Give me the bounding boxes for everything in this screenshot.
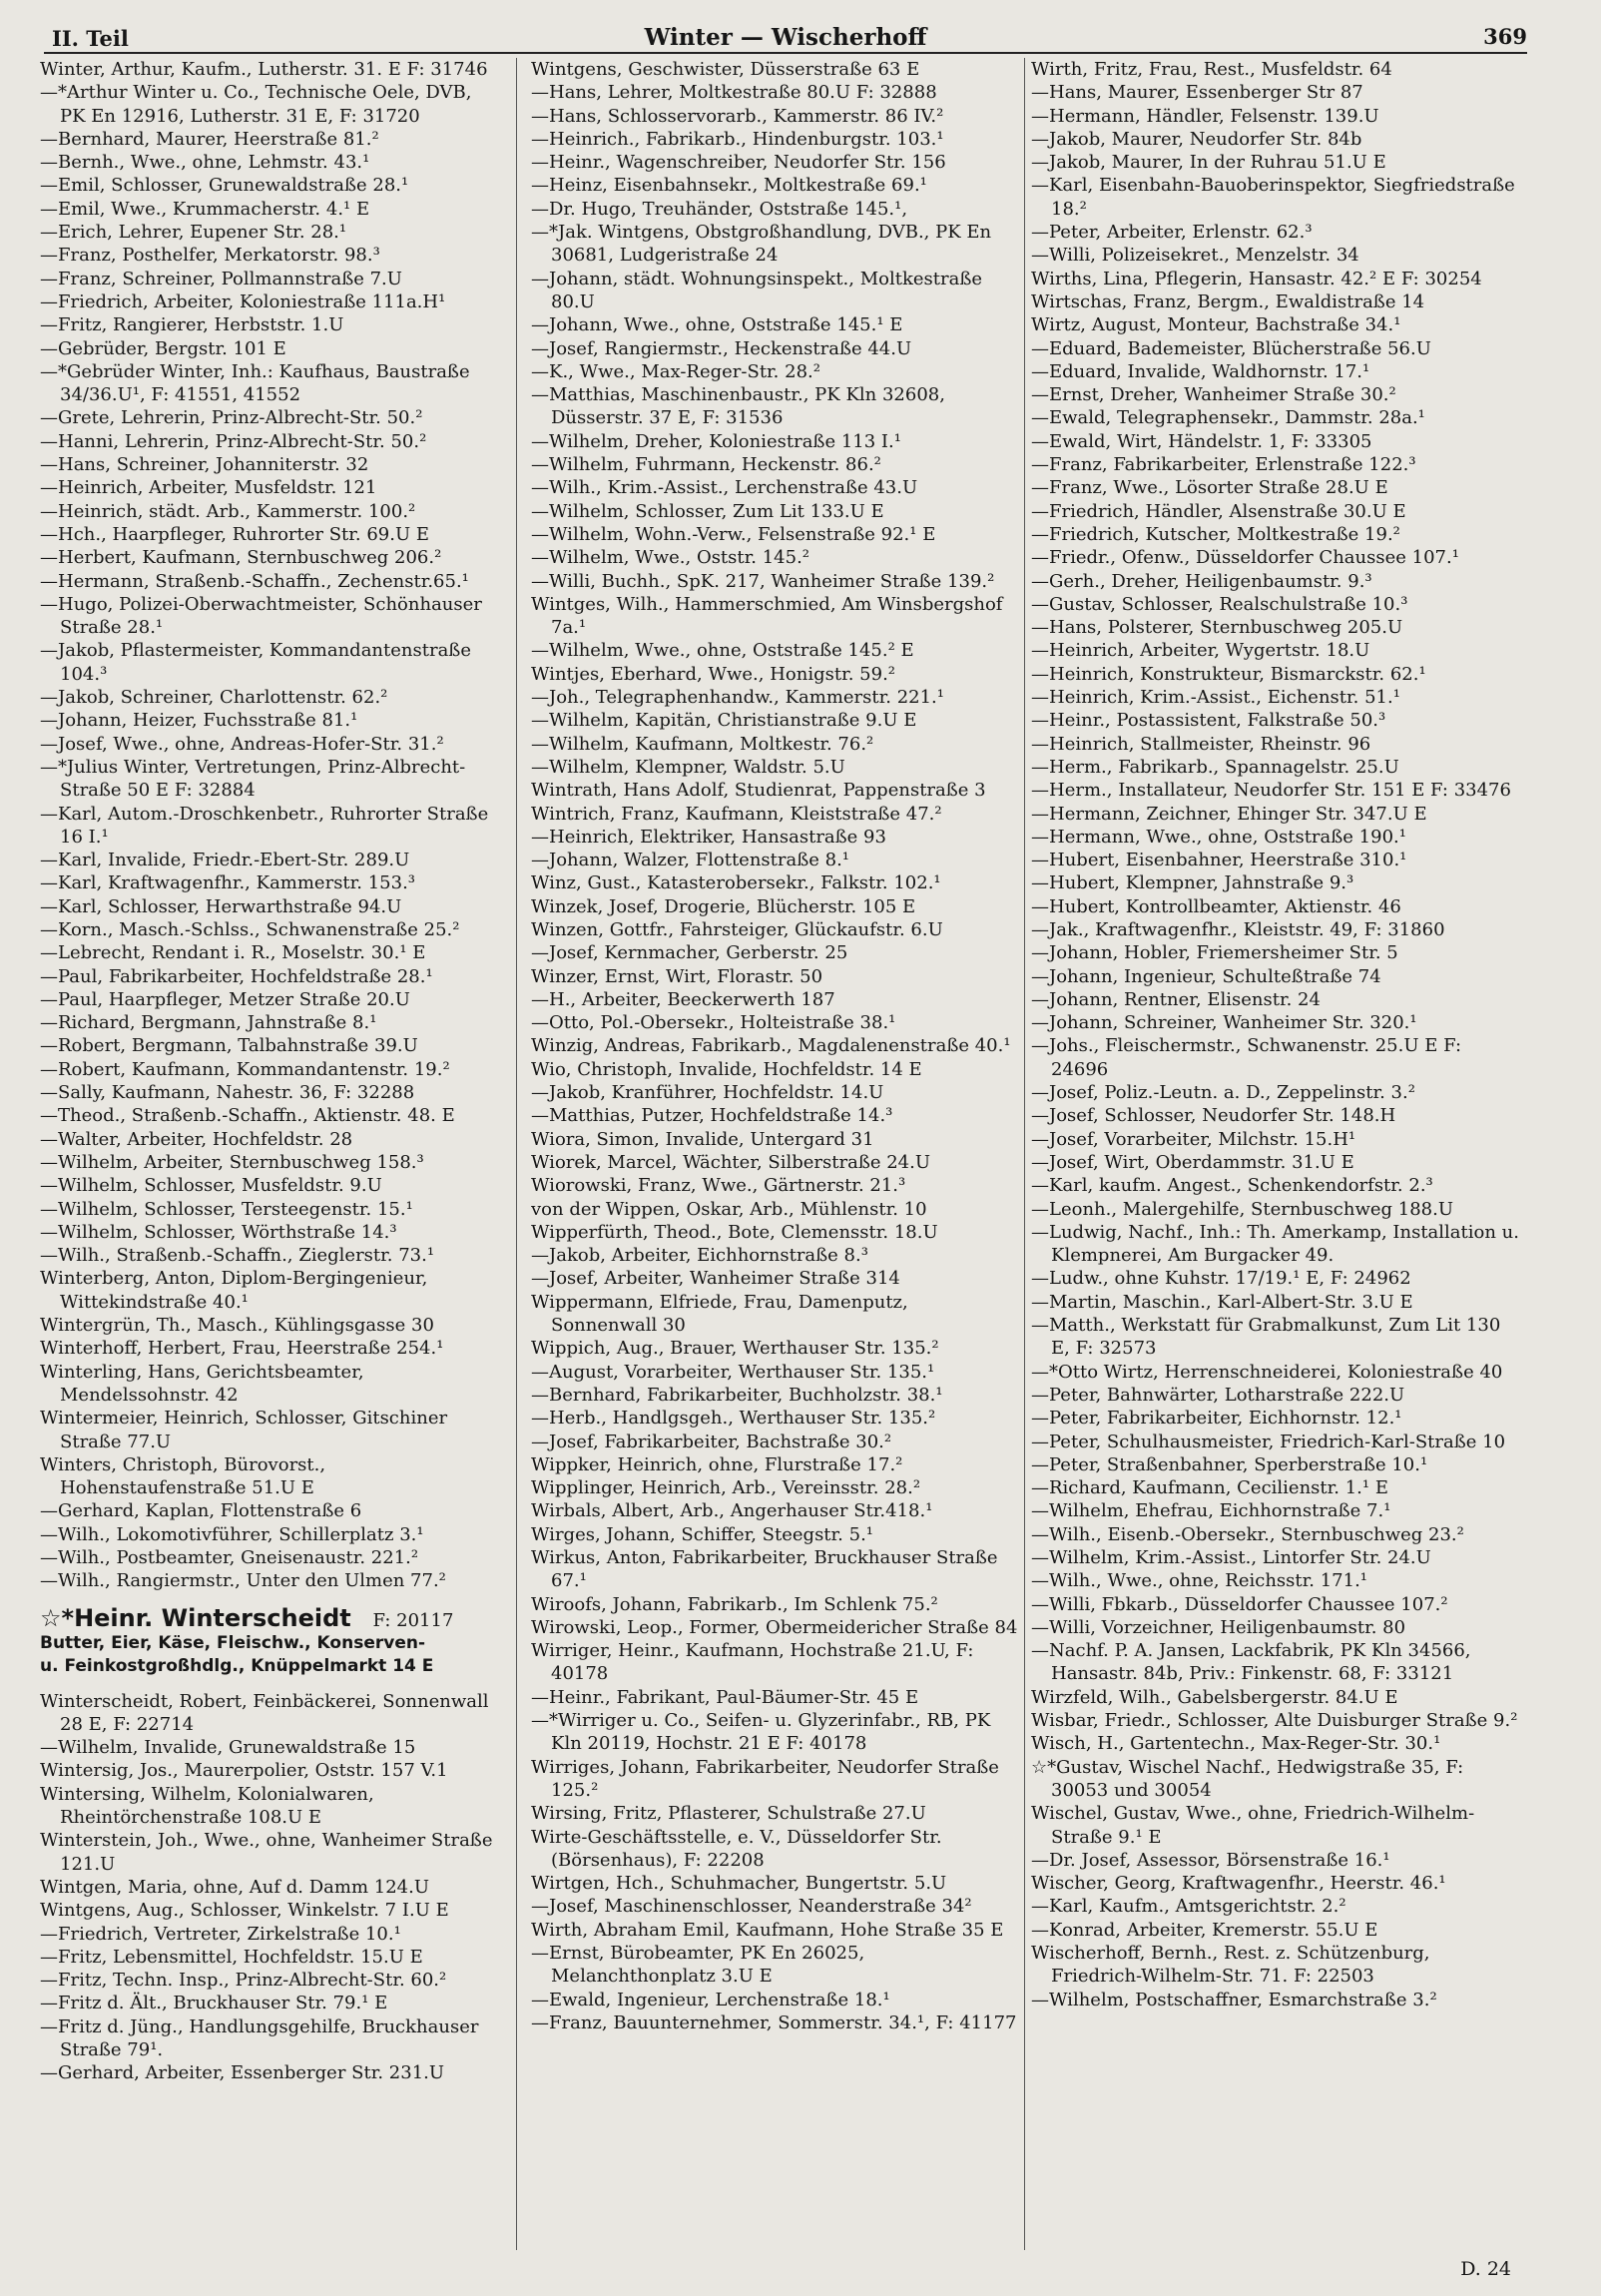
section-label: II. Teil (52, 26, 129, 51)
directory-entry: —Hans, Schreiner, Johanniterstr. 32 (40, 454, 369, 476)
directory-entry: —Eduard, Invalide, Waldhornstr. 17.¹ (1031, 360, 1370, 382)
column-divider (516, 58, 517, 2250)
directory-entry: —Peter, Fabrikarbeiter, Eichhornstr. 12.¹ (1031, 1408, 1402, 1430)
directory-entry: —Gustav, Schlosser, Realschulstraße 10.³ (1031, 593, 1408, 615)
directory-entry: —Paul, Fabrikarbeiter, Hochfeldstraße 28.¹ (40, 965, 433, 987)
directory-entry: Winterberg, Anton, Diplom-Bergingenieur, Wittekindstraße 40.¹ (40, 1268, 428, 1313)
directory-entry: Wischer, Georg, Kraftwagenfhr., Heerstr. 46.¹ (1031, 1873, 1446, 1895)
directory-entry: —Otto, Pol.-Obersekr., Holteistraße 38.¹ (531, 1012, 896, 1034)
directory-entry: —Heinrich, Krim.-Assist., Eichenstr. 51.¹ (1031, 687, 1400, 709)
directory-entry: —Wilhelm, Wwe., Oststr. 145.² (531, 547, 809, 569)
directory-entry: —Josef, Arbeiter, Wanheimer Straße 314 (531, 1268, 900, 1290)
directory-entry: Wirbals, Albert, Arb., Angerhauser Str.418.¹ (531, 1500, 933, 1522)
ad-line: u. Feinkostgroßhdlg., Knüppelmarkt 14 E (40, 1655, 434, 1676)
directory-entry: —Jakob, Maurer, Neudorfer Str. 84b (1031, 128, 1362, 150)
directory-entry: —Willi, Fbkarb., Düsseldorfer Chaussee 107.² (1031, 1593, 1448, 1615)
directory-entry: —Hermann, Händler, Felsenstr. 139.U (1031, 105, 1379, 127)
directory-entry: Winterstein, Joh., Wwe., ohne, Wanheimer Straße 121.U (40, 1830, 493, 1875)
directory-entry: —H., Arbeiter, Beeckerwerth 187 (531, 988, 835, 1010)
directory-entry: —Friedrich, Händler, Alsenstraße 30.U E (1031, 500, 1406, 522)
directory-entry: —Peter, Bahnwärter, Lotharstraße 222.U (1031, 1384, 1405, 1406)
directory-entry: —August, Vorarbeiter, Werthauser Str. 135.¹ (531, 1361, 935, 1383)
directory-entry: —Wilh., Straßenb.-Schaffn., Zieglerstr. 73.¹ (40, 1245, 435, 1267)
directory-entry: —Wilhelm, Krim.-Assist., Lintorfer Str. 24.U (1031, 1547, 1431, 1568)
directory-entry: —Josef, Poliz.-Leutn. a. D., Zeppelinstr. 3.² (1031, 1082, 1415, 1104)
directory-entry: Wiroofs, Johann, Fabrikarb., Im Schlenk 75.² (531, 1593, 938, 1615)
directory-entry: —Wilhelm, Schlosser, Tersteegenstr. 15.¹ (40, 1198, 413, 1220)
directory-entry: —Wilhelm, Schlosser, Wörthstraße 14.³ (40, 1221, 397, 1243)
directory-entry: —Franz, Schreiner, Pollmannstraße 7.U (40, 268, 402, 289)
directory-entry: —*Gebrüder Winter, Inh.: Kaufhaus, Baustraße 34/36.U¹, F: 41551, 41552 (40, 360, 470, 406)
directory-entry: —Hubert, Eisenbahner, Heerstraße 310.¹ (1031, 850, 1407, 871)
directory-entry: —Fritz, Rangierer, Herbststr. 1.U (40, 314, 344, 336)
directory-entry: Wintgens, Aug., Schlosser, Winkelstr. 7 I.U E (40, 1900, 449, 1922)
directory-entry: —Robert, Kaufmann, Kommandantenstr. 19.² (40, 1058, 450, 1080)
directory-entry: —Wilh., Eisenb.-Obersekr., Sternbuschweg 23.² (1031, 1523, 1464, 1545)
directory-entry: Wintges, Wilh., Hammerschmied, Am Winsbergshof 7a.¹ (531, 593, 1003, 639)
directory-entry: —Friedrich, Vertreter, Zirkelstraße 10.¹ (40, 1923, 401, 1945)
directory-entry: Wintersig, Jos., Maurerpolier, Oststr. 157 V.1 (40, 1760, 448, 1782)
ad-company-name: ☆*Heinr. Winterscheidt (40, 1603, 351, 1632)
ad-line: Butter, Eier, Käse, Fleischw., Konserven- (40, 1632, 426, 1653)
directory-entry: —Heinrich, Arbeiter, Wygertstr. 18.U (1031, 640, 1370, 662)
directory-entry: —Josef, Wirt, Oberdammstr. 31.U E (1031, 1151, 1354, 1173)
directory-entry: —Franz, Fabrikarbeiter, Erlenstraße 122.³ (1031, 454, 1416, 476)
directory-entry: —Ludwig, Nachf., Inh.: Th. Amerkamp, Installation u. Klempnerei, Am Burgacker 49. (1031, 1221, 1519, 1267)
directory-entry: Wirtz, August, Monteur, Bachstraße 34.¹ (1031, 314, 1401, 336)
directory-entry: —Nachf. P. A. Jansen, Lackfabrik, PK Kln 34566, Hansastr. 84b, Priv.: Finkenstr. 68, F: 33121 (1031, 1640, 1471, 1685)
directory-entry: —Ewald, Telegraphensekr., Dammstr. 28a.¹ (1031, 407, 1425, 429)
directory-entry: —Johann, Hobler, Friemersheimer Str. 5 (1031, 942, 1398, 964)
directory-entry: Winters, Christoph, Bürovorst., Hohenstaufenstraße 51.U E (40, 1453, 326, 1499)
directory-entry: —Hans, Maurer, Essenberger Str 87 (1031, 82, 1363, 104)
directory-entry: —Hans, Polsterer, Sternbuschweg 205.U (1031, 617, 1403, 639)
directory-entry: —Korn., Masch.-Schlss., Schwanenstraße 25.² (40, 918, 460, 940)
directory-entry: —Jakob, Maurer, In der Ruhrau 51.U E (1031, 152, 1386, 174)
directory-entry: —Martin, Maschin., Karl-Albert-Str. 3.U E (1031, 1291, 1413, 1313)
directory-entry: Wipperfürth, Theod., Bote, Clemensstr. 18.U (531, 1221, 938, 1243)
directory-entry: Wippker, Heinrich, ohne, Flurstraße 17.² (531, 1453, 903, 1475)
directory-entry: —Josef, Wwe., ohne, Andreas-Hofer-Str. 31.² (40, 733, 444, 755)
directory-entry: —Hermann, Zeichner, Ehinger Str. 347.U E (1031, 803, 1427, 825)
directory-entry: —Jakob, Pflastermeister, Kommandantenstraße 104.³ (40, 640, 471, 685)
directory-entry: Wintrich, Franz, Kaufmann, Kleiststraße 47.² (531, 803, 942, 825)
directory-entry: Wiorek, Marcel, Wächter, Silberstraße 24.U (531, 1151, 931, 1173)
directory-entry: —Karl, Kaufm., Amtsgerichtstr. 2.² (1031, 1896, 1346, 1918)
directory-entry: —Emil, Wwe., Krummacherstr. 4.¹ E (40, 198, 370, 220)
directory-entry: —Hanni, Lehrerin, Prinz-Albrecht-Str. 50.² (40, 430, 427, 452)
directory-entry: —Ewald, Ingenieur, Lerchenstraße 18.¹ (531, 1989, 890, 2010)
directory-entry: —Joh., Telegraphenhandw., Kammerstr. 221.¹ (531, 687, 944, 709)
directory-entry: —Heinz, Eisenbahnsekr., Moltkestraße 69.¹ (531, 175, 927, 197)
directory-entry: —Johann, städt. Wohnungsinspekt., Moltkestraße 80.U (531, 268, 983, 312)
directory-entry: —Emil, Schlosser, Grunewaldstraße 28.¹ (40, 175, 409, 197)
directory-entry: —Lebrecht, Rendant i. R., Moselstr. 30.¹ E (40, 942, 426, 964)
directory-entry: —Wilhelm, Invalide, Grunewaldstraße 15 (40, 1737, 416, 1759)
directory-entry: —Karl, Schlosser, Herwarthstraße 94.U (40, 895, 402, 917)
directory-entry: —Peter, Straßenbahner, Sperberstraße 10.¹ (1031, 1453, 1428, 1475)
directory-entry: —Grete, Lehrerin, Prinz-Albrecht-Str. 50.² (40, 407, 423, 429)
directory-entry: —Erich, Lehrer, Eupener Str. 28.¹ (40, 222, 347, 244)
directory-entry: Winzen, Gottfr., Fahrsteiger, Glückaufstr. 6.U (531, 918, 943, 940)
directory-entry: —Wilhelm, Klempner, Waldstr. 5.U (531, 756, 845, 778)
directory-entry: —Herm., Installateur, Neudorfer Str. 151 E F: 33476 (1031, 780, 1511, 802)
directory-entry: —Friedrich, Kutscher, Moltkestraße 19.² (1031, 523, 1400, 545)
directory-entry: —Sally, Kaufmann, Nahestr. 36, F: 32288 (40, 1082, 415, 1104)
directory-entry: —Hans, Lehrer, Moltkestraße 80.U F: 32888 (531, 82, 937, 104)
directory-entry: Wio, Christoph, Invalide, Hochfeldstr. 14 E (531, 1058, 922, 1080)
directory-entry: von der Wippen, Oskar, Arb., Mühlenstr. 10 (531, 1198, 927, 1220)
directory-entry: —*Julius Winter, Vertretungen, Prinz-Albrecht-Straße 50 E F: 32884 (40, 756, 466, 802)
directory-entry: Wisch, H., Gartentechn., Max-Reger-Str. 30.¹ (1031, 1733, 1441, 1755)
directory-entry: —Wilhelm, Wwe., ohne, Oststraße 145.² E (531, 640, 914, 662)
directory-entry: —Wilh., Wwe., ohne, Reichsstr. 171.¹ (1031, 1570, 1368, 1592)
directory-entry: —*Otto Wirtz, Herrenschneiderei, Koloniestraße 40 (1031, 1361, 1503, 1383)
directory-entry: Wippermann, Elfriede, Frau, Damenputz, Sonnenwall 30 (531, 1291, 908, 1337)
directory-entry: —Josef, Schlosser, Neudorfer Str. 148.H (1031, 1105, 1396, 1127)
directory-entry: —Ernst, Dreher, Wanheimer Straße 30.² (1031, 384, 1396, 406)
directory-entry: —Franz, Wwe., Lösorter Straße 28.U E (1031, 477, 1388, 499)
directory-entry: —Johs., Fleischermstr., Schwanenstr. 25.U E F: 24696 (1031, 1035, 1462, 1080)
directory-entry: Wintgens, Geschwister, Düsserstraße 63 E (531, 59, 920, 80)
directory-entry: Wirth, Fritz, Frau, Rest., Musfeldstr. 64 (1031, 59, 1392, 80)
directory-entry: Wiora, Simon, Invalide, Untergard 31 (531, 1128, 874, 1150)
directory-entry: —Heinrich., Fabrikarb., Hindenburgstr. 103.¹ (531, 128, 944, 150)
directory-entry: Wintjes, Eberhard, Wwe., Honigstr. 59.² (531, 663, 896, 685)
directory-entry: —Josef, Vorarbeiter, Milchstr. 15.H¹ (1031, 1128, 1356, 1150)
directory-entry: —Matthias, Maschinenbaustr., PK Kln 32608, Düsserstr. 37 E, F: 31536 (531, 384, 945, 429)
directory-entry: —Gerhard, Arbeiter, Essenberger Str. 231.U (40, 2062, 445, 2084)
directory-entry: Wintgen, Maria, ohne, Auf d. Damm 124.U (40, 1876, 430, 1898)
directory-entry: —Paul, Haarpfleger, Metzer Straße 20.U (40, 988, 410, 1010)
directory-entry: —Hubert, Kontrollbeamter, Aktienstr. 46 (1031, 895, 1401, 917)
advertisement (40, 1603, 499, 1678)
directory-entry: —Willi, Vorzeichner, Heiligenbaumstr. 80 (1031, 1616, 1406, 1638)
directory-entry: —Wilhelm, Arbeiter, Sternbuschweg 158.³ (40, 1151, 424, 1173)
directory-entry: —Wilhelm, Fuhrmann, Heckenstr. 86.² (531, 454, 881, 476)
column-divider (1024, 58, 1025, 2250)
directory-entry: —K., Wwe., Max-Reger-Str. 28.² (531, 360, 820, 382)
directory-entry: Winzig, Andreas, Fabrikarb., Magdalenenstraße 40.¹ (531, 1035, 1011, 1057)
directory-entry: Winterling, Hans, Gerichtsbeamter, Mendelssohnstr. 42 (40, 1361, 364, 1406)
directory-entry: Wintergrün, Th., Masch., Kühlingsgasse 30 (40, 1315, 434, 1337)
directory-entry: Wisbar, Friedr., Schlosser, Alte Duisburger Straße 9.² (1031, 1710, 1518, 1732)
directory-entry: —Richard, Kaufmann, Cecilienstr. 1.¹ E (1031, 1477, 1388, 1499)
directory-entry: —Matth., Werkstatt für Grabmalkunst, Zum Lit 130 E, F: 32573 (1031, 1315, 1501, 1360)
directory-entry: Wippich, Aug., Brauer, Werthauser Str. 135.² (531, 1338, 939, 1360)
directory-entry: —Wilhelm, Wohn.-Verw., Felsenstraße 92.¹ E (531, 523, 936, 545)
directory-entry: —Jakob, Arbeiter, Eichhornstraße 8.³ (531, 1245, 868, 1267)
directory-entry: Winz, Gust., Katasterobersekr., Falkstr. 102.¹ (531, 872, 941, 894)
signature-mark: D. 24 (1460, 2258, 1511, 2280)
directory-entry: Wintermeier, Heinrich, Schlosser, Gitschiner Straße 77.U (40, 1408, 448, 1452)
directory-entry: —Johann, Wwe., ohne, Oststraße 145.¹ E (531, 314, 903, 336)
directory-entry: Wirriger, Heinr., Kaufmann, Hochstraße 21.U, F: 40178 (531, 1640, 974, 1685)
directory-entry: —Wilhelm, Postschaffner, Esmarchstraße 3.² (1031, 1989, 1437, 2010)
directory-entry: —Ewald, Wirt, Händelstr. 1, F: 33305 (1031, 430, 1372, 452)
directory-entry: —Leonh., Malergehilfe, Sternbuschweg 188.U (1031, 1198, 1453, 1220)
directory-entry: —Fritz d. Ält., Bruckhauser Str. 79.¹ E (40, 1993, 388, 2014)
directory-entry: —Peter, Schulhausmeister, Friedrich-Karl-Straße 10 (1031, 1431, 1506, 1452)
directory-entry: —Wilhelm, Kapitän, Christianstraße 9.U E (531, 710, 917, 732)
directory-entry: —Josef, Maschinenschlosser, Neanderstraße 34² (531, 1896, 972, 1918)
directory-entry: —Heinr., Wagenschreiber, Neudorfer Str. 156 (531, 152, 946, 174)
directory-entry: —Friedrich, Arbeiter, Koloniestraße 111a.H¹ (40, 290, 446, 312)
directory-entry: —Willi, Buchh., SpK. 217, Wanheimer Straße 139.² (531, 570, 995, 592)
directory-entry: Wirth, Abraham Emil, Kaufmann, Hohe Straße 35 E (531, 1919, 1004, 1941)
directory-entry: Wirkus, Anton, Fabrikarbeiter, Bruckhauser Straße 67.¹ (531, 1547, 998, 1592)
directory-entry: —Ludw., ohne Kuhstr. 17/19.¹ E, F: 24962 (1031, 1268, 1411, 1290)
directory-entry: —Heinrich, Arbeiter, Musfeldstr. 121 (40, 477, 377, 499)
page-number: 369 (1483, 24, 1527, 49)
directory-entry: —Walter, Arbeiter, Hochfeldstr. 28 (40, 1128, 353, 1150)
directory-entry: —Karl, Invalide, Friedr.-Ebert-Str. 289.U (40, 850, 410, 871)
directory-entry: —Johann, Ingenieur, Schulteßtraße 74 (1031, 965, 1381, 987)
directory-column-1 (40, 58, 499, 2250)
directory-entry: —Heinrich, Elektriker, Hansastraße 93 (531, 826, 886, 848)
directory-entry: —Wilh., Postbeamter, Gneisenaustr. 221.² (40, 1547, 419, 1568)
directory-entry: —Johann, Schreiner, Wanheimer Str. 320.¹ (1031, 1012, 1417, 1034)
directory-entry: —Johann, Rentner, Elisenstr. 24 (1031, 988, 1321, 1010)
directory-entry: —Gerhard, Kaplan, Flottenstraße 6 (40, 1500, 362, 1522)
directory-entry: —Josef, Rangiermstr., Heckenstraße 44.U (531, 337, 912, 359)
directory-entry: —Jakob, Schreiner, Charlottenstr. 62.² (40, 687, 388, 709)
directory-entry: —Josef, Kernmacher, Gerberstr. 25 (531, 942, 848, 964)
running-title: Winter — Wischerhoff (644, 24, 927, 51)
directory-entry: —Theod., Straßenb.-Schaffn., Aktienstr. 48. E (40, 1105, 455, 1127)
directory-entry: Wirths, Lina, Pflegerin, Hansastr. 42.² E F: 30254 (1031, 268, 1482, 289)
directory-entry: Wischerhoff, Bernh., Rest. z. Schützenburg, Friedrich-Wilhelm-Str. 71. F: 22503 (1031, 1943, 1430, 1988)
directory-entry: —Dr. Hugo, Treuhänder, Oststraße 145.¹, (531, 198, 908, 220)
directory-entry: —Heinrich, Konstrukteur, Bismarckstr. 62.¹ (1031, 663, 1426, 685)
directory-entry: —Johann, Heizer, Fuchsstraße 81.¹ (40, 710, 358, 732)
directory-entry: —Franz, Bauunternehmer, Sommerstr. 34.¹, F: 41177 (531, 2011, 1017, 2033)
directory-entry: Wirte-Geschäftsstelle, e. V., Düsseldorfer Str. (Börsenhaus), F: 22208 (531, 1826, 942, 1871)
directory-entry: —Wilhelm, Schlosser, Musfeldstr. 9.U (40, 1175, 382, 1197)
directory-entry: Wirges, Johann, Schiffer, Steegstr. 5.¹ (531, 1523, 874, 1545)
directory-entry: ☆*Gustav, Wischel Nachf., Hedwigstraße 35, F: 30053 und 30054 (1031, 1756, 1464, 1801)
directory-entry: —Wilhelm, Dreher, Koloniestraße 113 I.¹ (531, 430, 901, 452)
directory-entry: —Hugo, Polizei-Oberwachtmeister, Schönhauser Straße 28.¹ (40, 593, 482, 639)
directory-entry: —Jakob, Kranführer, Hochfeldstr. 14.U (531, 1082, 884, 1104)
directory-entry: —Willi, Polizeisekret., Menzelstr. 34 (1031, 245, 1359, 267)
directory-entry: —Wilhelm, Kaufmann, Moltkestr. 76.² (531, 733, 874, 755)
directory-entry: Wipplinger, Heinrich, Arb., Vereinsstr. 28.² (531, 1477, 921, 1499)
directory-entry: —Hermann, Wwe., ohne, Oststraße 190.¹ (1031, 826, 1406, 848)
directory-entry: —Fritz, Lebensmittel, Hochfeldstr. 15.U E (40, 1946, 423, 1968)
directory-entry: —Heinrich, Stallmeister, Rheinstr. 96 (1031, 733, 1371, 755)
directory-entry: —Wilhelm, Schlosser, Zum Lit 133.U E (531, 500, 884, 522)
directory-entry: —Robert, Bergmann, Talbahnstraße 39.U (40, 1035, 418, 1057)
directory-entry: —Bernhard, Maurer, Heerstraße 81.² (40, 128, 379, 150)
directory-entry: —Bernhard, Fabrikarbeiter, Buchholzstr. 38.¹ (531, 1384, 943, 1406)
directory-entry: —Jak., Kraftwagenfhr., Kleiststr. 49, F: 31860 (1031, 918, 1445, 940)
directory-entry: —Wilh., Krim.-Assist., Lerchenstraße 43.U (531, 477, 918, 499)
directory-entry: —Herb., Handlgsgeh., Werthauser Str. 135.² (531, 1408, 936, 1430)
directory-column-3 (1031, 58, 1520, 2250)
directory-entry: —Hermann, Straßenb.-Schaffn., Zechenstr.65.¹ (40, 570, 469, 592)
directory-entry: —*Arthur Winter u. Co., Technische Oele, DVB, PK En 12916, Lutherstr. 31 E, F: 31720 (40, 82, 472, 127)
directory-entry: Wirtgen, Hch., Schuhmacher, Bungertstr. 5.U (531, 1873, 947, 1895)
directory-entry: —Johann, Walzer, Flottenstraße 8.¹ (531, 850, 850, 871)
directory-entry: —Gerh., Dreher, Heiligenbaumstr. 9.³ (1031, 570, 1372, 592)
directory-entry: —Karl, kaufm. Angest., Schenkendorfstr. 2.³ (1031, 1175, 1433, 1197)
directory-entry: —Peter, Arbeiter, Erlenstr. 62.³ (1031, 222, 1313, 244)
directory-entry: Wirriges, Johann, Fabrikarbeiter, Neudorfer Straße 125.² (531, 1756, 999, 1801)
directory-entry: —Matthias, Putzer, Hochfeldstraße 14.³ (531, 1105, 893, 1127)
directory-entry: —Fritz, Techn. Insp., Prinz-Albrecht-Str. 60.² (40, 1970, 447, 1992)
directory-entry: —Karl, Kraftwagenfhr., Kammerstr. 153.³ (40, 872, 416, 894)
directory-entry: —Heinrich, städt. Arb., Kammerstr. 100.² (40, 500, 416, 522)
directory-entry: Winterscheidt, Robert, Feinbäckerei, Sonnenwall 28 E, F: 22714 (40, 1690, 489, 1735)
directory-entry: —Richard, Bergmann, Jahnstraße 8.¹ (40, 1012, 377, 1034)
directory-entry: —Fritz d. Jüng., Handlungsgehilfe, Bruckhauser Straße 79¹. (40, 2015, 479, 2061)
directory-entry: —Hans, Schlosservorarb., Kammerstr. 86 IV.² (531, 105, 944, 127)
directory-entry: —*Wirriger u. Co., Seifen- u. Glyzerinfabr., RB, PK Kln 20119, Hochstr. 21 E F: 40178 (531, 1710, 991, 1755)
directory-entry: Wirowski, Leop., Former, Obermeidericher Straße 84 (531, 1616, 1018, 1638)
directory-entry: Wintrath, Hans Adolf, Studienrat, Pappenstraße 3 (531, 780, 986, 802)
directory-entry: Wintersing, Wilhelm, Kolonialwaren, Rheintörchenstraße 108.U E (40, 1783, 374, 1829)
directory-entry: —Karl, Eisenbahn-Bauoberinspektor, Siegfriedstraße 18.² (1031, 175, 1515, 220)
directory-entry: Wirtschas, Franz, Bergm., Ewaldistraße 14 (1031, 290, 1425, 312)
directory-entry: Winzek, Josef, Drogerie, Blücherstr. 105 E (531, 895, 916, 917)
directory-entry: —Bernh., Wwe., ohne, Lehmstr. 43.¹ (40, 152, 370, 174)
page-header (44, 22, 1527, 54)
directory-entry: —Friedr., Ofenw., Düsseldorfer Chaussee 107.¹ (1031, 547, 1459, 569)
directory-entry: —*Jak. Wintgens, Obstgroßhandlung, DVB., PK En 30681, Ludgeristraße 24 (531, 222, 992, 267)
directory-column-2 (531, 58, 1018, 2250)
directory-entry: —Heinr., Postassistent, Falkstraße 50.³ (1031, 710, 1386, 732)
directory-entry: —Wilhelm, Ehefrau, Eichhornstraße 7.¹ (1031, 1500, 1391, 1522)
directory-entry: Winter, Arthur, Kaufm., Lutherstr. 31. E F: 31746 (40, 59, 488, 80)
directory-entry: —Heinr., Fabrikant, Paul-Bäumer-Str. 45 E (531, 1686, 919, 1708)
directory-entry: Winzer, Ernst, Wirt, Florastr. 50 (531, 965, 823, 987)
ad-phone: F: 20117 (372, 1609, 454, 1631)
directory-entry: —Eduard, Bademeister, Blücherstraße 56.U (1031, 337, 1431, 359)
directory-entry: Wiorowski, Franz, Wwe., Gärtnerstr. 21.³ (531, 1175, 906, 1197)
directory-entry: —Hubert, Klempner, Jahnstraße 9.³ (1031, 872, 1354, 894)
directory-entry: Wirzfeld, Wilh., Gabelsbergerstr. 84.U E (1031, 1686, 1398, 1708)
directory-entry: Wischel, Gustav, Wwe., ohne, Friedrich-Wilhelm-Straße 9.¹ E (1031, 1803, 1475, 1848)
directory-entry: —Hch., Haarpfleger, Ruhrorter Str. 69.U E (40, 523, 430, 545)
directory-entry: —Josef, Fabrikarbeiter, Bachstraße 30.² (531, 1431, 892, 1452)
directory-entry: —Wilh., Lokomotivführer, Schillerplatz 3.¹ (40, 1523, 424, 1545)
directory-entry: —Ernst, Bürobeamter, PK En 26025, Melanchthonplatz 3.U E (531, 1943, 865, 1988)
directory-entry: —Herbert, Kaufmann, Sternbuschweg 206.² (40, 547, 442, 569)
directory-entry: —Herm., Fabrikarb., Spannagelstr. 25.U (1031, 756, 1399, 778)
directory-entry: —Wilh., Rangiermstr., Unter den Ulmen 77.² (40, 1570, 446, 1592)
directory-entry: —Franz, Posthelfer, Merkatorstr. 98.³ (40, 245, 380, 267)
directory-entry: —Konrad, Arbeiter, Kremerstr. 55.U E (1031, 1919, 1378, 1941)
directory-entry: Winterhoff, Herbert, Frau, Heerstraße 254.¹ (40, 1338, 444, 1360)
directory-entry: —Gebrüder, Bergstr. 101 E (40, 337, 286, 359)
directory-entry: —Karl, Autom.-Droschkenbetr., Ruhrorter Straße 16 I.¹ (40, 803, 489, 848)
directory-entry: —Dr. Josef, Assessor, Börsenstraße 16.¹ (1031, 1849, 1390, 1871)
directory-entry: Wirsing, Fritz, Pflasterer, Schulstraße 27.U (531, 1803, 926, 1825)
